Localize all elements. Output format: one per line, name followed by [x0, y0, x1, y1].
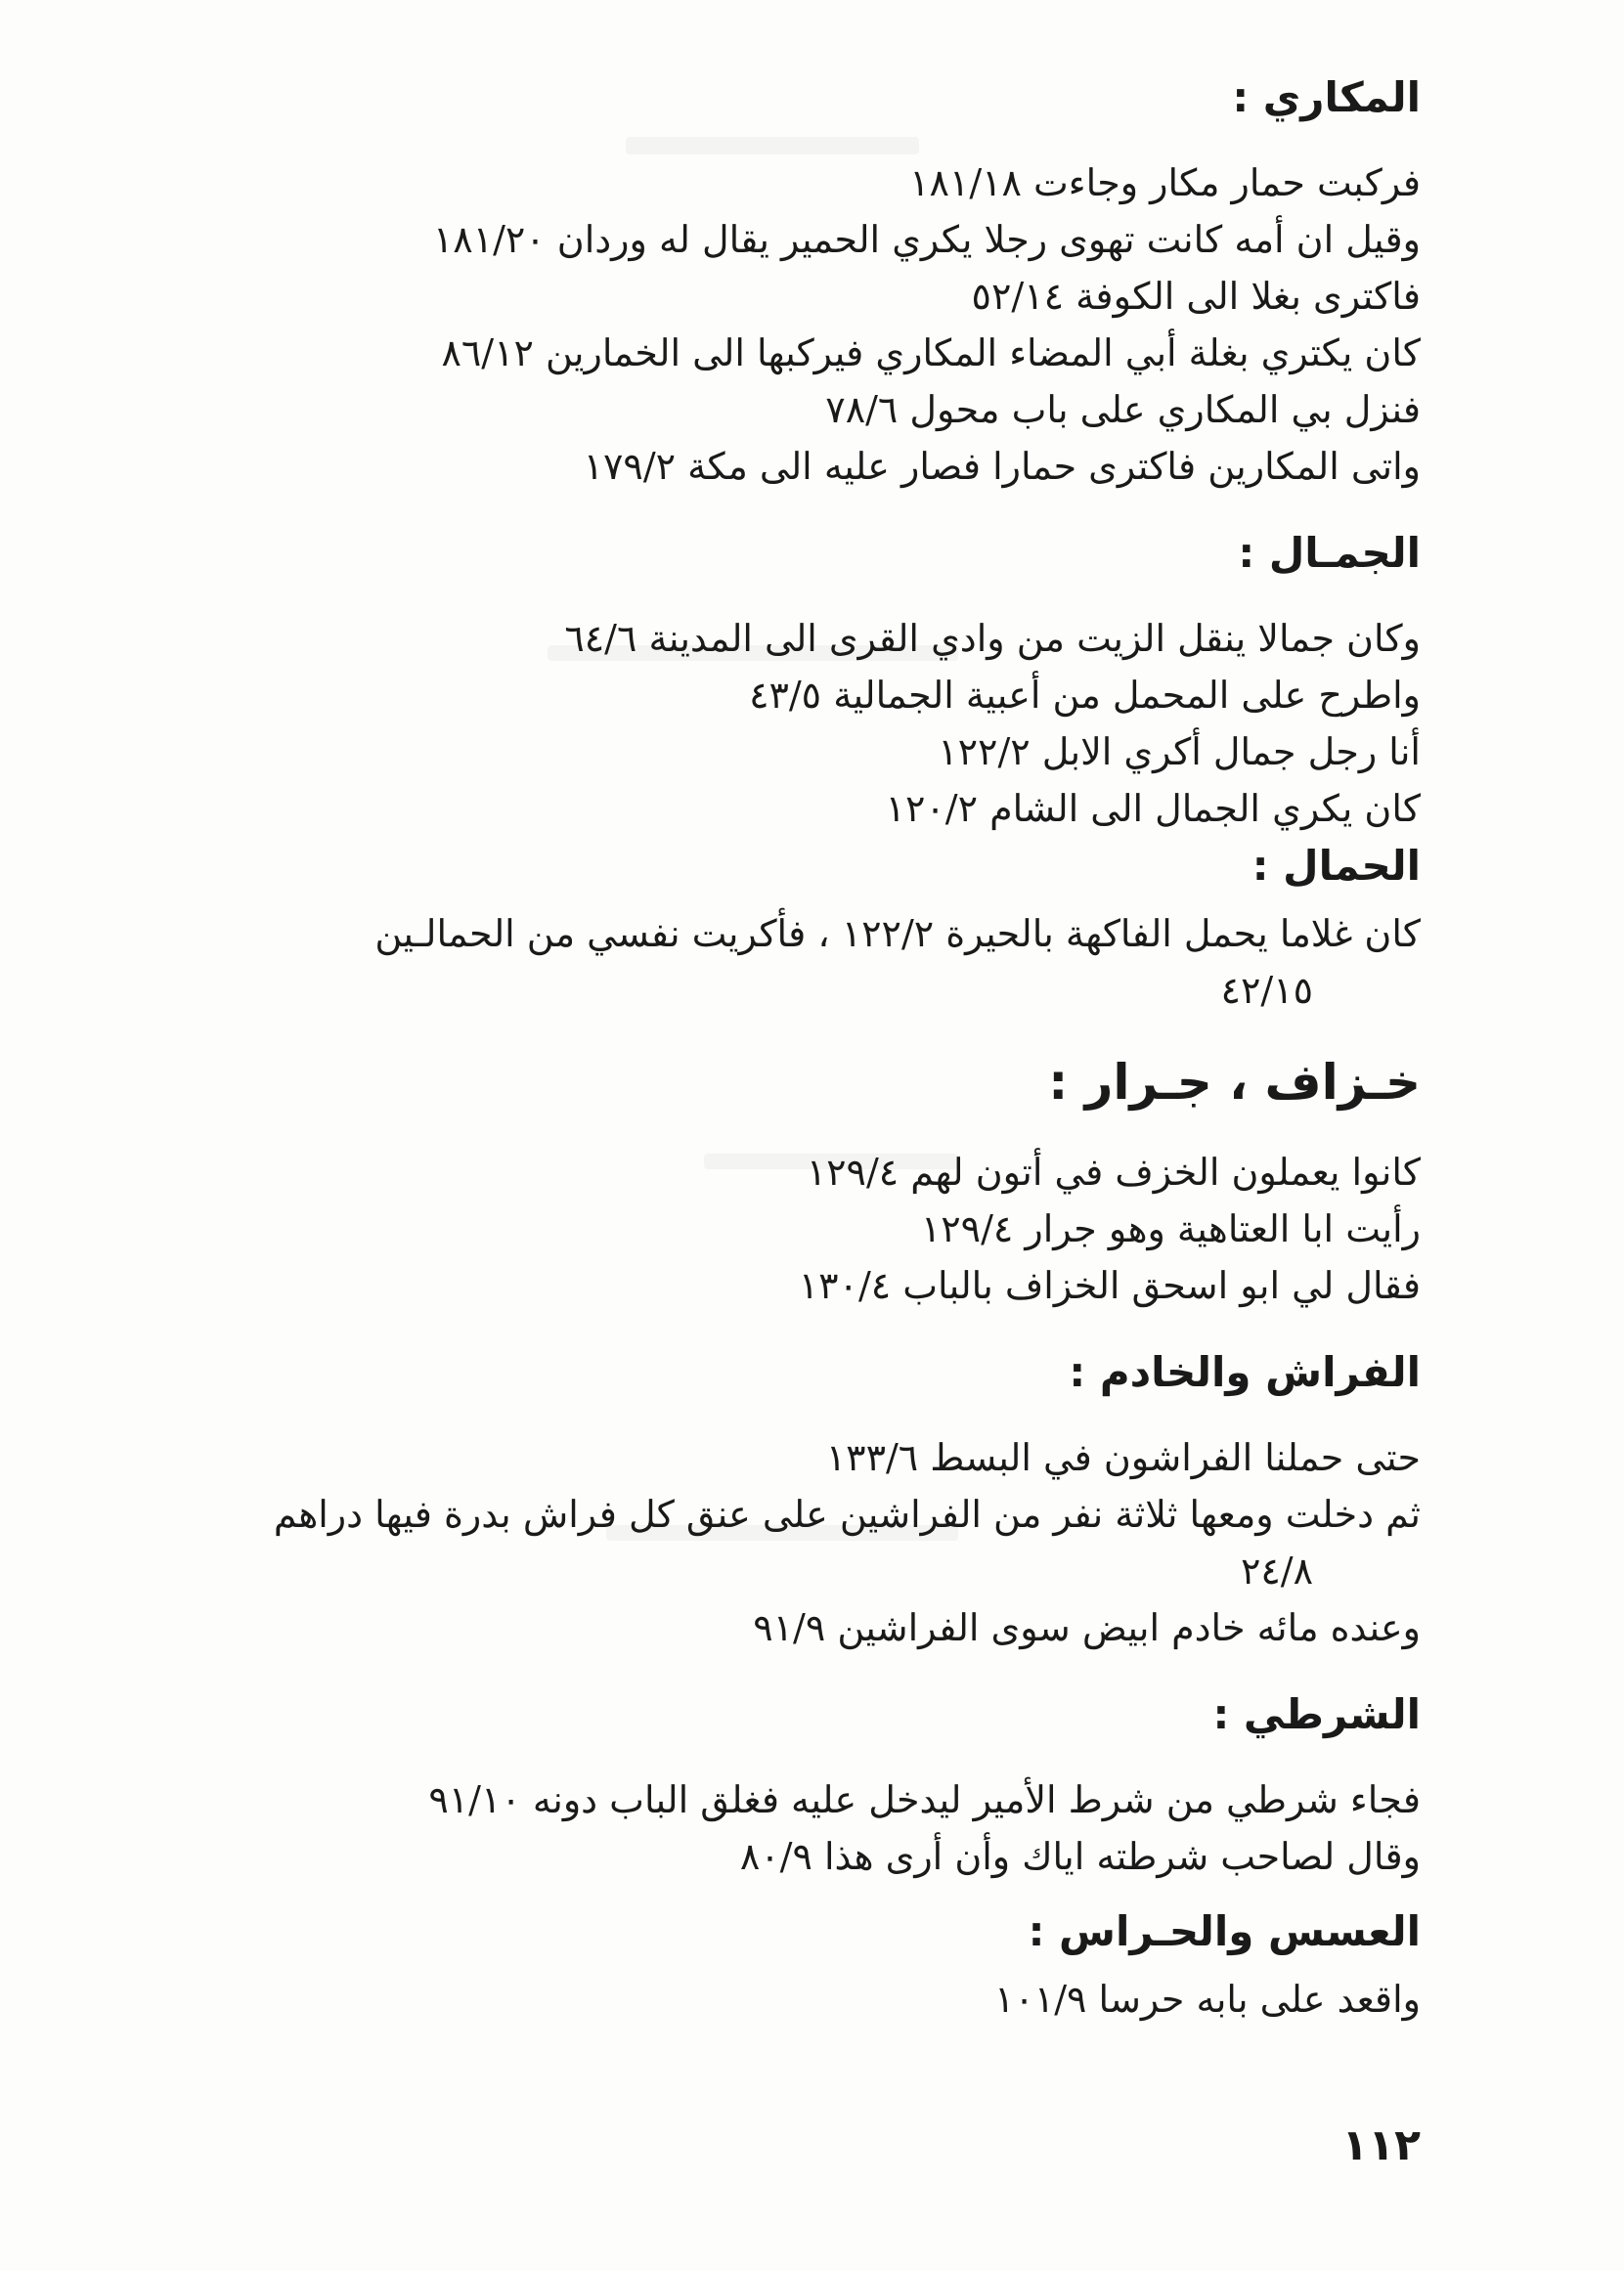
section-shurti: [159, 1685, 1421, 1885]
text-line: وعنده مائه خادم ابيض سوى الفراشين ٩١/٩: [753, 1606, 1421, 1649]
section-heading: الجمـال :: [1238, 529, 1421, 577]
text-line: رأيت ابا العتاهية وهو جرار ١٢٩/٤: [920, 1207, 1421, 1250]
text-line: واقعد على بابه حرسا ١٠١/٩: [993, 1978, 1421, 2021]
section-asas-hurras: [159, 1902, 1421, 2028]
section-heading: الشرطي :: [1212, 1690, 1421, 1738]
text-line: فجاء شرطي من شرط الأمير ليدخل عليه فغلق الباب دونه ٩١/١٠: [428, 1778, 1421, 1821]
section-heading: العسس والحـراس :: [1028, 1907, 1421, 1955]
section-heading: الفراش والخادم :: [1069, 1348, 1421, 1396]
section-jammal: [159, 524, 1421, 837]
text-line: أنا رجل جمال أكري الابل ١٢٢/٢: [938, 730, 1421, 773]
text-line: فركبت حمار مكار وجاءت ١٨١/١٨: [909, 161, 1421, 204]
text-line: وقيل ان أمه كانت تهوى رجلا يكري الحمير يقال له وردان ١٨١/٢٠: [432, 218, 1421, 261]
text-line: كان يكتري بغلة أبي المضاء المكاري فيركبها الى الخمارين ٨٦/١٢: [441, 331, 1421, 374]
section-khazzaf-jarrar: [159, 1048, 1421, 1314]
text-line: فقال لي ابو اسحق الخزاف بالباب ١٣٠/٤: [798, 1264, 1421, 1307]
text-line: واتى المكارين فاكترى حمارا فصار عليه الى مكة ١٧٩/٢: [583, 445, 1421, 488]
text-line: حتى حملنا الفراشون في البسط ١٣٣/٦: [825, 1436, 1421, 1479]
section-mukari: [159, 68, 1421, 495]
text-line: ثم دخلت ومعها ثلاثة نفر من الفراشين على عنق كل فراش بدرة فيها دراهم: [273, 1493, 1421, 1536]
section-heading: المكاري :: [1232, 73, 1421, 121]
text-line: وقال لصاحب شرطته اياك وأن أرى هذا ٨٠/٩: [739, 1835, 1421, 1878]
text-line: واطرح على المحمل من أعبية الجمالية ٤٣/٥: [749, 674, 1421, 717]
section-heading: الحمال :: [1251, 842, 1421, 890]
text-line: فاكترى بغلا الى الكوفة ٥٢/١٤: [971, 275, 1421, 318]
text-line: وكان جمالا ينقل الزيت من وادي القرى الى المدينة ٦٤/٦: [564, 617, 1421, 660]
section-heading: خـزاف ، جـرار :: [1048, 1054, 1421, 1111]
section-farrash-khadim: [159, 1343, 1421, 1656]
section-hammal: [159, 837, 1421, 1019]
text-line: كانوا يعملون الخزف في أتون لهم ١٢٩/٤: [806, 1151, 1421, 1194]
text-line: فنزل بي المكاري على باب محول ٧٨/٦: [825, 388, 1421, 431]
text-line: كان غلاما يحمل الفاكهة بالحيرة ١٢٢/٢ ، فأكريت نفسي من الحمالـين: [374, 912, 1421, 955]
page-number: ١١٢: [1341, 2120, 1421, 2170]
text-line-continuation: ٢٤/٨: [1240, 1550, 1313, 1593]
text-line: كان يكري الجمال الى الشام ١٢٠/٢: [885, 787, 1421, 830]
text-line-continuation: ٤٢/١٥: [1220, 969, 1313, 1012]
page-content: [159, 68, 1421, 2028]
